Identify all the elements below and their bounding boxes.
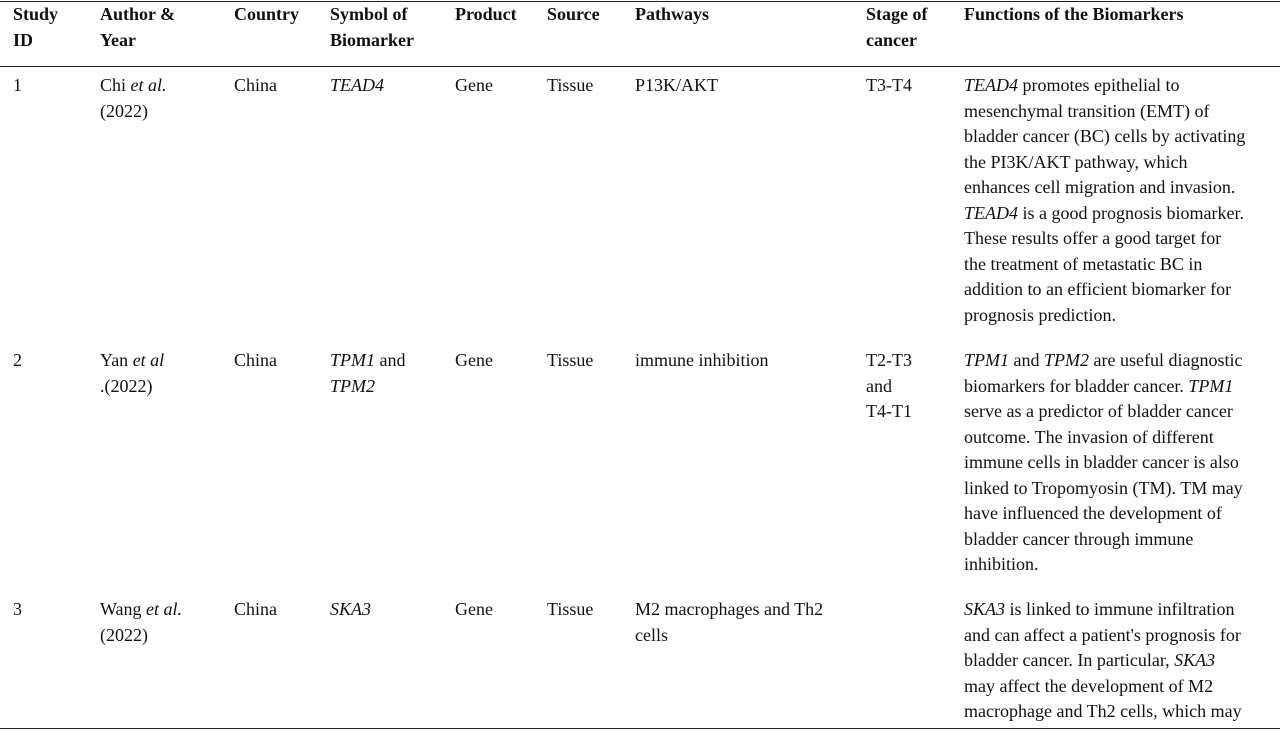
header-pathways: Pathways	[635, 4, 710, 24]
cell-line: and	[866, 375, 892, 396]
cell-line: T4-T1	[866, 401, 912, 421]
cell-line: cells	[635, 624, 668, 645]
function-text: the PI3K/AKT pathway, which	[964, 151, 1188, 172]
table-bottom-rule	[0, 728, 1280, 729]
row-2-pathways: immune inhibition	[635, 350, 769, 370]
header-stage: Stage of cancer	[866, 4, 928, 50]
gene-symbol-text: TEAD4	[964, 202, 1018, 223]
function-text: outcome. The invasion of different	[964, 426, 1214, 447]
function-text: have influenced the development of	[964, 503, 1222, 523]
row-1-stage	[866, 73, 958, 99]
row-2-product: Gene	[455, 350, 493, 370]
row-1-pathways: P13K/AKT	[635, 75, 719, 95]
function-text: immune cells in bladder cancer is also	[964, 452, 1239, 472]
function-text: linked to Tropomyosin (TM). TM may	[964, 477, 1243, 498]
function-text: bladder cancer (BC) cells by activating	[964, 126, 1246, 146]
cell-line: T2-T3	[866, 350, 912, 370]
gene-symbol-text: SKA3	[964, 599, 1006, 619]
header-functions: Functions of the Biomarkers	[964, 4, 1184, 24]
row-1-symbol: TEAD4	[330, 75, 384, 95]
function-text: promotes epithelial to	[1018, 75, 1180, 95]
table-header-rule	[0, 66, 1280, 67]
row-2-symbol: TPM1 and TPM2	[330, 350, 406, 396]
row-1-functions	[964, 73, 1276, 328]
row-3-pathways	[635, 597, 860, 648]
row-1-study-id: 1	[13, 75, 22, 95]
function-text: These results offer a good target for	[964, 228, 1222, 248]
row-3-author-year: Wang et al. (2022)	[100, 599, 183, 645]
header-study-id: Study ID	[13, 4, 59, 50]
row-3-source: Tissue	[547, 599, 594, 619]
gene-symbol-text: TPM1	[964, 350, 1009, 370]
function-text: bladder cancer. In particular,	[964, 650, 1175, 670]
header-symbol: Symbol of Biomarker	[330, 4, 414, 50]
cell-line: M2 macrophages and Th2	[635, 599, 824, 619]
function-text: enhances cell migration and invasion.	[964, 177, 1236, 197]
function-text: and can affect a patient's prognosis for	[964, 624, 1241, 645]
cell-line: T3-T4	[866, 75, 912, 95]
function-text: are useful diagnostic	[1089, 350, 1243, 370]
header-author-year: Author & Year	[100, 4, 176, 50]
function-text: serve as a predictor of bladder cancer	[964, 401, 1233, 421]
function-text: mesenchymal transition (EMT) of	[964, 100, 1210, 121]
row-1-source: Tissue	[547, 75, 594, 95]
row-2-source: Tissue	[547, 350, 594, 370]
function-text: addition to an efficient biomarker for	[964, 279, 1232, 299]
function-text: may affect the development of M2	[964, 675, 1214, 696]
row-3-product: Gene	[455, 599, 493, 619]
row-1-country: China	[234, 75, 277, 95]
row-3-country: China	[234, 599, 277, 619]
header-country: Country	[234, 4, 300, 24]
function-text: macrophage and Th2 cells, which may	[964, 701, 1242, 721]
function-text: is a good prognosis biomarker.	[1018, 202, 1244, 223]
row-3-symbol: SKA3	[330, 599, 372, 619]
function-text: inhibition.	[964, 554, 1039, 574]
gene-symbol-text: SKA3	[1174, 650, 1216, 670]
gene-symbol-text: TPM1	[1188, 375, 1234, 396]
row-2-stage	[866, 348, 958, 425]
gene-symbol-text: TEAD4	[964, 75, 1018, 95]
row-3-study-id: 3	[13, 599, 22, 619]
gene-symbol-text: TPM2	[1044, 350, 1089, 370]
function-text: bladder cancer through immune	[964, 528, 1194, 549]
row-2-study-id: 2	[13, 350, 22, 370]
header-source: Source	[547, 4, 600, 24]
row-2-country: China	[234, 350, 277, 370]
row-1-product: Gene	[455, 75, 493, 95]
row-3-functions	[964, 597, 1276, 725]
row-2-author-year: Yan et al .(2022)	[100, 350, 165, 396]
function-text: is linked to immune infiltration	[1005, 599, 1235, 619]
row-1-author-year: Chi et al. (2022)	[100, 75, 167, 121]
row-2-functions	[964, 348, 1276, 578]
function-text: the treatment of metastatic BC in	[964, 253, 1203, 274]
function-text: and	[1009, 350, 1044, 370]
function-text: prognosis prediction.	[964, 304, 1116, 325]
function-text: biomarkers for bladder cancer.	[964, 375, 1189, 396]
header-product: Product	[455, 4, 517, 24]
